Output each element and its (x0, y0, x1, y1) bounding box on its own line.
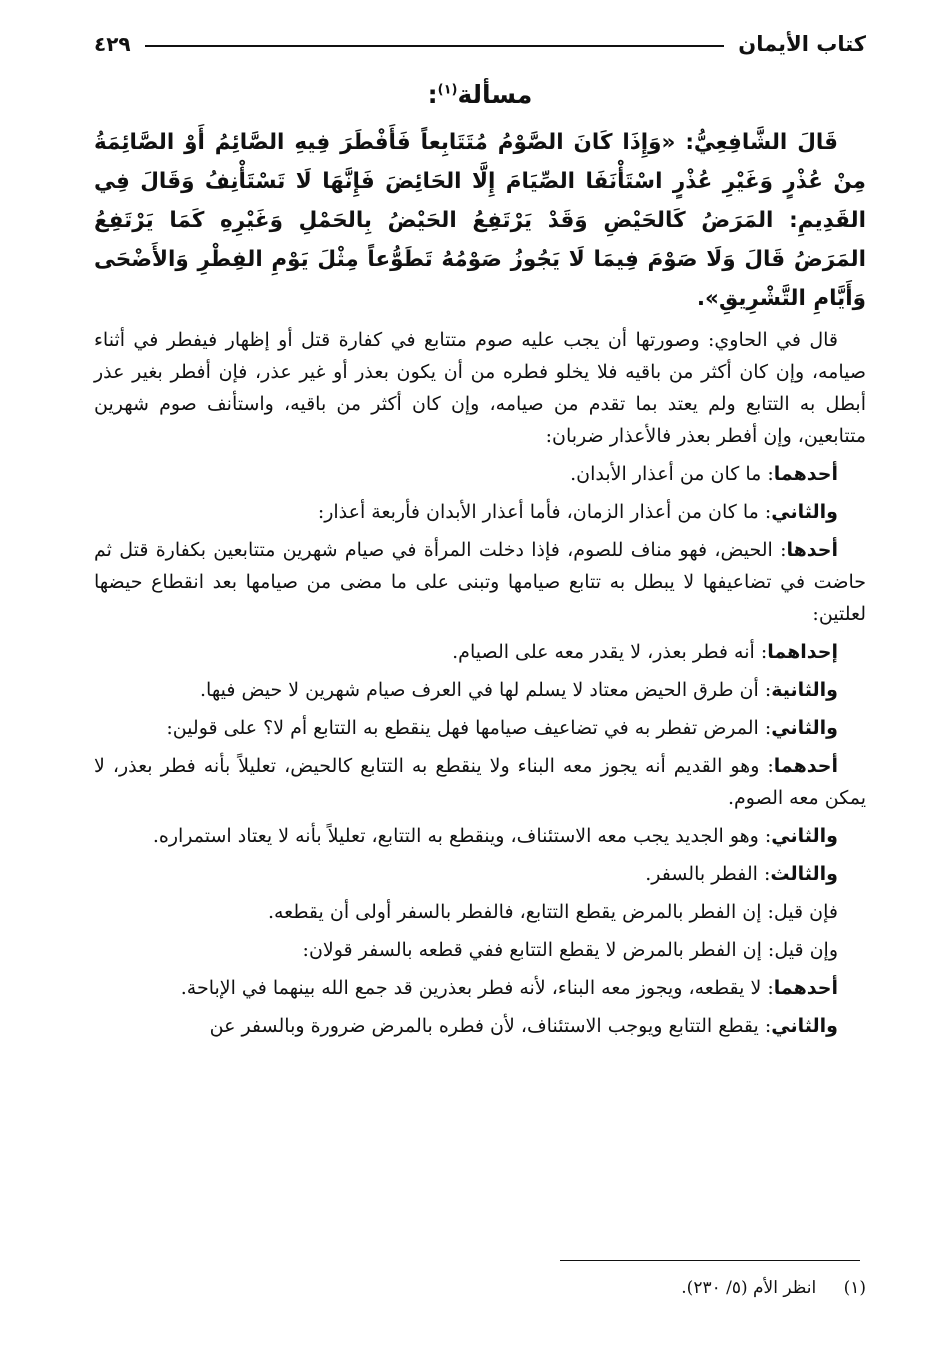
paragraph-1 (94, 458, 866, 490)
paragraph-text: : وهو الجديد يجب معه الاستئناف، وينقطع به التتابع، تعليلاً بأنه لا يعتاد استمراره. (152, 825, 772, 847)
paragraph-label: إحداهما (767, 641, 838, 663)
paragraph-text: : لا يقطعه، ويجوز معه البناء، لأنه فطر بعذرين قد جمع الله بينهما في الإباحة. (180, 977, 774, 999)
paragraph-text: : ما كان من أعذار الأبدان. (570, 463, 774, 485)
section-title (94, 80, 866, 109)
paragraph-6 (94, 712, 866, 744)
paragraph-4 (94, 636, 866, 668)
paragraph-text: وإن قيل: إن الفطر بالمرض لا يقطع التتابع ففي قطعه بالسفر قولان: (302, 939, 838, 961)
page-number: ٤٢٩ (94, 32, 131, 56)
footnote-marker: (١) (437, 82, 458, 98)
section-title-text: مسألة (457, 80, 533, 109)
footnote (166, 1275, 866, 1301)
paragraph-label: والثالث (770, 863, 838, 885)
paragraph-label: أحدهما (773, 755, 838, 777)
paragraph-text: : أنه فطر بعذر، لا يقدر معه على الصيام. (452, 641, 768, 663)
book-title: كتاب الأيمان (738, 32, 866, 56)
paragraph-label: والثاني (771, 501, 838, 523)
running-header (94, 24, 866, 64)
paragraph-label: والثاني (771, 1015, 838, 1037)
paragraph-11 (94, 934, 866, 966)
paragraph-3 (94, 534, 866, 630)
paragraph-label: والثاني (771, 717, 838, 739)
paragraph-10 (94, 896, 866, 928)
paragraph-text: : وهو القديم أنه يجوز معه البناء ولا ينقطع به التتابع كالحيض، تعليلاً بأنه فطر بعذر، لا يمكن معه الصوم. (94, 755, 866, 809)
paragraph-9 (94, 858, 866, 890)
paragraph-7 (94, 750, 866, 814)
header-rule (145, 45, 725, 47)
paragraph-label: أحدهما (773, 463, 838, 485)
paragraph-text: : الحيض، فهو مناف للصوم، فإذا دخلت المرأة في صيام شهرين متتابعين بكفارة قتل ثم حاضت في تضاعيفها لا يبطل به تتابع صيامها وتبنى على ما مضى من صيامها بعد انقطاع حيضها لعلتين: (94, 539, 866, 625)
paragraph-label: أحدها (786, 539, 838, 561)
paragraph-5 (94, 674, 866, 706)
section-title-colon: : (427, 80, 438, 109)
paragraph-label: أحدهما (773, 977, 838, 999)
paragraph-label: والثاني (771, 825, 838, 847)
paragraph-0 (94, 324, 866, 452)
paragraph-text: : المرض تفطر به في تضاعيف صيامها فهل ينقطع به التتابع أم لا؟ على قولين: (166, 717, 772, 739)
paragraph-text: : أن طرق الحيض معتاد لا يسلم لها في العرف صيام شهرين لا حيض فيها. (200, 679, 772, 701)
paragraph-text: فإن قيل: إن الفطر بالمرض يقطع التتابع، فالفطر بالسفر أولى أن يقطعه. (267, 901, 838, 923)
paragraph-text: قال في الحاوي: وصورتها أن يجب عليه صوم متتابع في كفارة قتل أو إظهار فيفطر في أثناء صيامه، وإن كان أكثر من باقيه فلا يخلو فطره من أن يكون بعذر أو غير عذر، فإن أفطر بغير عذر أبطل به التتابع ولم يعتد بما تقدم من صيامه، وإن كان أكثر من باقيه، واستأنف صوم شهرين متتابعين، وإن أفطر بعذر فالأعذار ضربان: (94, 329, 866, 447)
paragraph-8 (94, 820, 866, 852)
footnote-text: انظر الأم (٥/ ٢٣٠). (681, 1278, 817, 1298)
footnote-number: (١) (843, 1278, 866, 1298)
paragraph-12 (94, 972, 866, 1004)
paragraph-2 (94, 496, 866, 528)
paragraph-text: : الفطر بالسفر. (645, 863, 771, 885)
shafii-quote: قَالَ الشَّافِعِيُّ: «وَإِذَا كَانَ الصَّوْمُ مُتَتَابِعاً فَأَفْطَرَ فِيهِ الصَّائِمُ أَوْ الصَّائِمَةُ مِنْ عُذْرٍ وَغَيْرِ عُذْرٍ اسْتَأْنَفَا الصِّيَامَ إِلَّا الحَائِضَ فَإِنَّهَا لَا تَسْتَأْنِفُ وَقَالَ فِي القَدِيمِ: المَرَضُ كَالحَيْضِ وَقَدْ يَرْتَفِعُ الحَيْضُ بِالحَمْلِ وَغَيْرِهِ كَمَا يَرْتَفِعُ المَرَضُ قَالَ وَلَا صَوْمَ فِيمَا لَا يَجُوزُ صَوْمُهُ تَطَوُّعاً مِثْلَ يَوْمِ الفِطْرِ وَالأَضْحَى وَأَيَّامِ التَّشْرِيقِ». (94, 130, 866, 311)
paragraph-text: : يقطع التتابع ويوجب الاستئناف، لأن فطره بالمرض ضرورة وبالسفر عن (209, 1015, 772, 1037)
paragraph-text: : ما كان من أعذار الزمان، فأما أعذار الأبدان فأربعة أعذار: (317, 501, 772, 523)
footnote-divider (560, 1260, 860, 1261)
paragraph-13 (94, 1010, 866, 1042)
paragraph-label: والثانية (771, 679, 838, 701)
